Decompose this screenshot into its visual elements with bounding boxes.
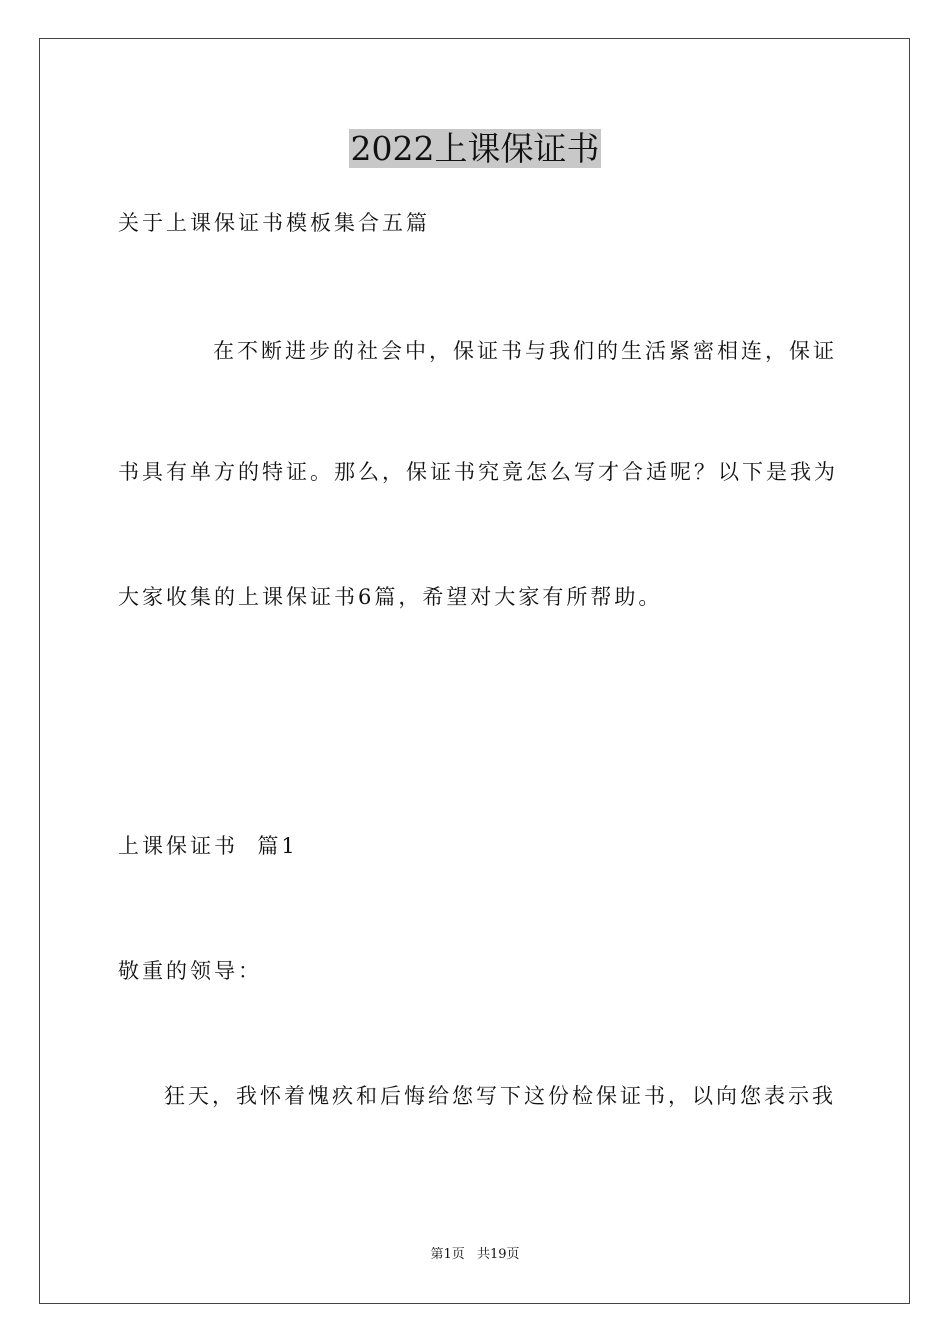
intro-line-2: 书具有单方的特证。那么，保证书究竟怎么写才合适呢？以下是我为 <box>118 460 838 484</box>
document-title-text: 2022上课保证书 <box>350 129 600 168</box>
document-subtitle: 关于上课保证书模板集合五篇 <box>118 211 430 235</box>
intro-line-3: 大家收集的上课保证书6篇，希望对大家有所帮助。 <box>118 585 663 609</box>
salutation: 敬重的领导： <box>118 959 262 983</box>
page-number: 第1页 <box>430 1247 465 1262</box>
section-heading: 上课保证书 篇1 <box>118 834 298 858</box>
intro-line-1: 在不断进步的社会中，保证书与我们的生活紧密相连，保证 <box>213 339 837 363</box>
document-title <box>0 128 950 170</box>
page-footer <box>0 1246 950 1264</box>
page-total: 共19页 <box>476 1247 520 1262</box>
body-line-1: 狂天，我怀着愧疚和后悔给您写下这份检保证书，以向您表示我 <box>164 1084 836 1108</box>
